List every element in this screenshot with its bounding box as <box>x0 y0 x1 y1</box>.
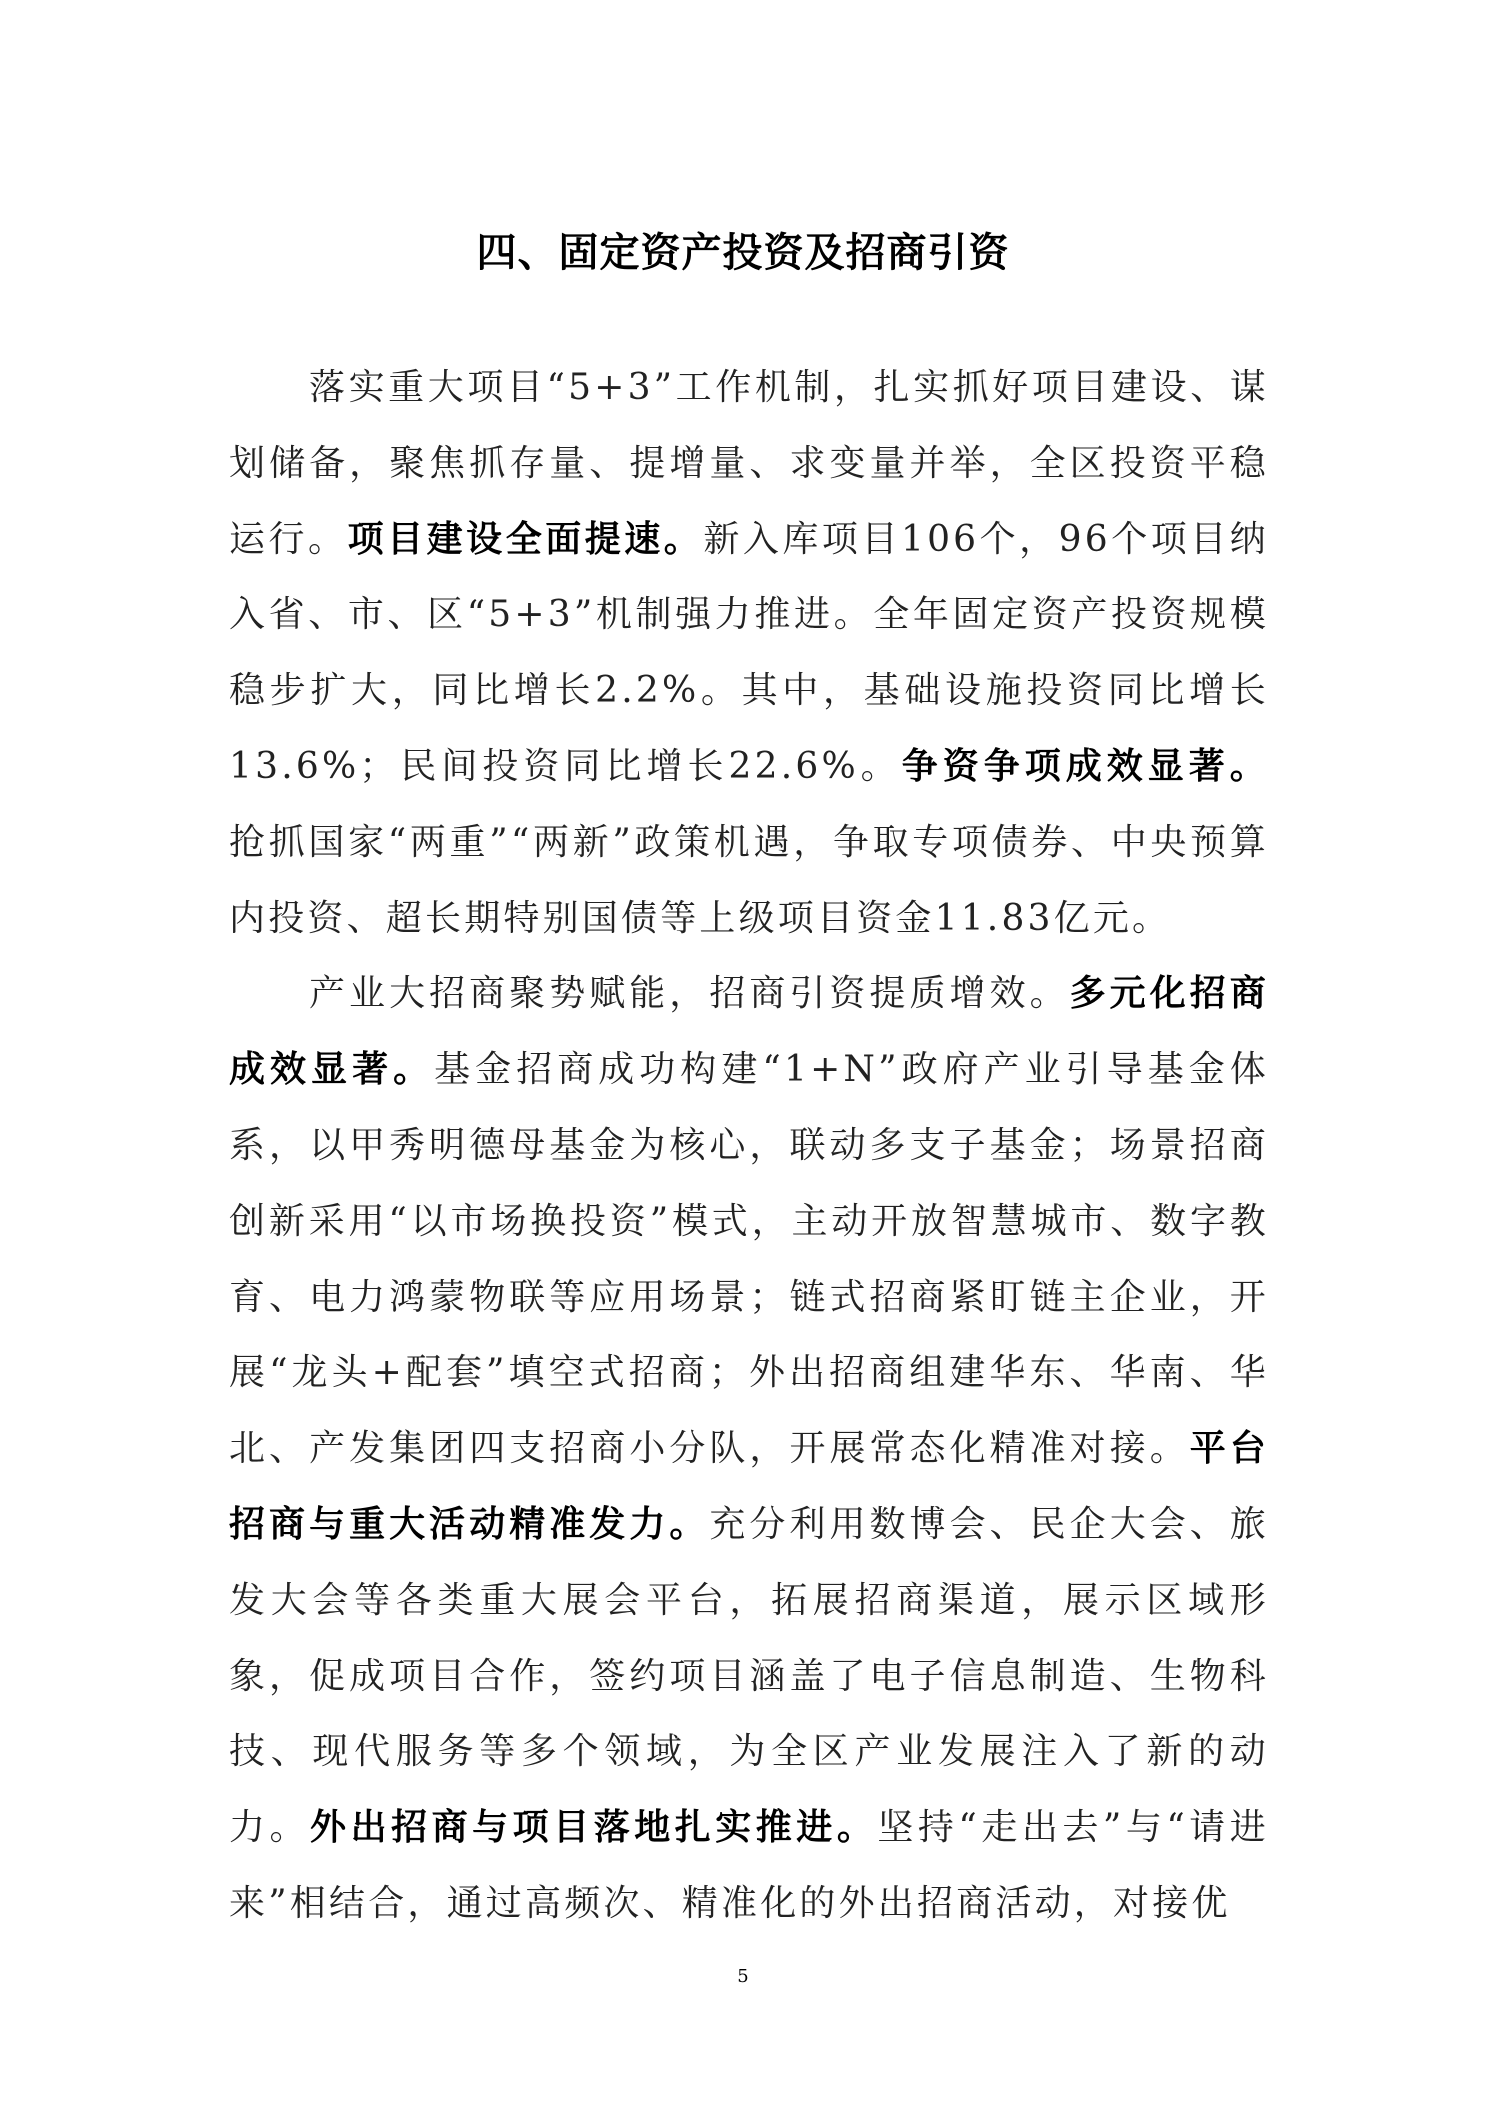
text-segment: 充分利用数博会、民企大会、旅发大会等各类重大展会平台，拓展招商渠道，展示区域形象，促成项目合作，签约项目涵盖了电子信息制造、生物科技、现代服务等多个领域，为全区产业发展注入了新的动力。 <box>229 1503 1269 1849</box>
bold-lead-diversified: 多元化招商成效显著。 <box>229 973 1269 1091</box>
bold-lead-platform: 平台招商与重大活动精准发力。 <box>229 1428 1269 1545</box>
section-heading: 四、固定资产投资及招商引资 <box>476 229 1010 276</box>
text-segment: 基金招商成功构建“1+N”政府产业引导基金体系，以甲秀明德母基金为核心，联动多支子基金；场景招商创新采用“以市场换投资”模式，主动开放智慧城市、数字教育、电力鸿蒙物联等应用场景；链式招商紧盯链主企业，开展“龙头+配套”填空式招商；外出招商组建华东、华南、华北、产发集团四支招商小分队，开展常态化精准对接。 <box>229 1049 1269 1470</box>
bold-lead-outbound: 外出招商与项目落地扎实推进。 <box>310 1807 878 1849</box>
text-segment: 坚持“走出去”与“请进来”相结合，通过高频次、精准化的外出招商活动，对接优 <box>229 1807 1269 1924</box>
text-segment: 产业大招商聚势赋能，招商引资提质增效。 <box>309 973 1070 1015</box>
bold-lead-funding: 争资争项成效显著。 <box>901 745 1269 787</box>
text-segment: 新入库项目106个，96个项目纳入省、市、区“5+3”机制强力推进。全年固定资产投资规模稳步扩大，同比增长2.2%。其中，基础设施投资同比增长13.6%；民间投资同比增长22.6%。 <box>229 518 1269 787</box>
paragraph-investment-attraction <box>229 956 1269 1941</box>
text-segment: 抢抓国家“两重”“两新”政策机遇，争取专项债券、中央预算内投资、超长期特别国债等上级项目资金11.83亿元。 <box>229 821 1269 939</box>
text-segment: 落实重大项目“5+3”工作机制，扎实抓好项目建设、谋划储备，聚焦抓存量、提增量、求变量并举，全区投资平稳运行。 <box>229 367 1269 560</box>
bold-lead-project-construction: 项目建设全面提速。 <box>347 518 704 560</box>
paragraph-investment <box>229 350 1269 956</box>
body-text <box>229 350 1269 1942</box>
page-number: 5 <box>737 1966 749 1987</box>
